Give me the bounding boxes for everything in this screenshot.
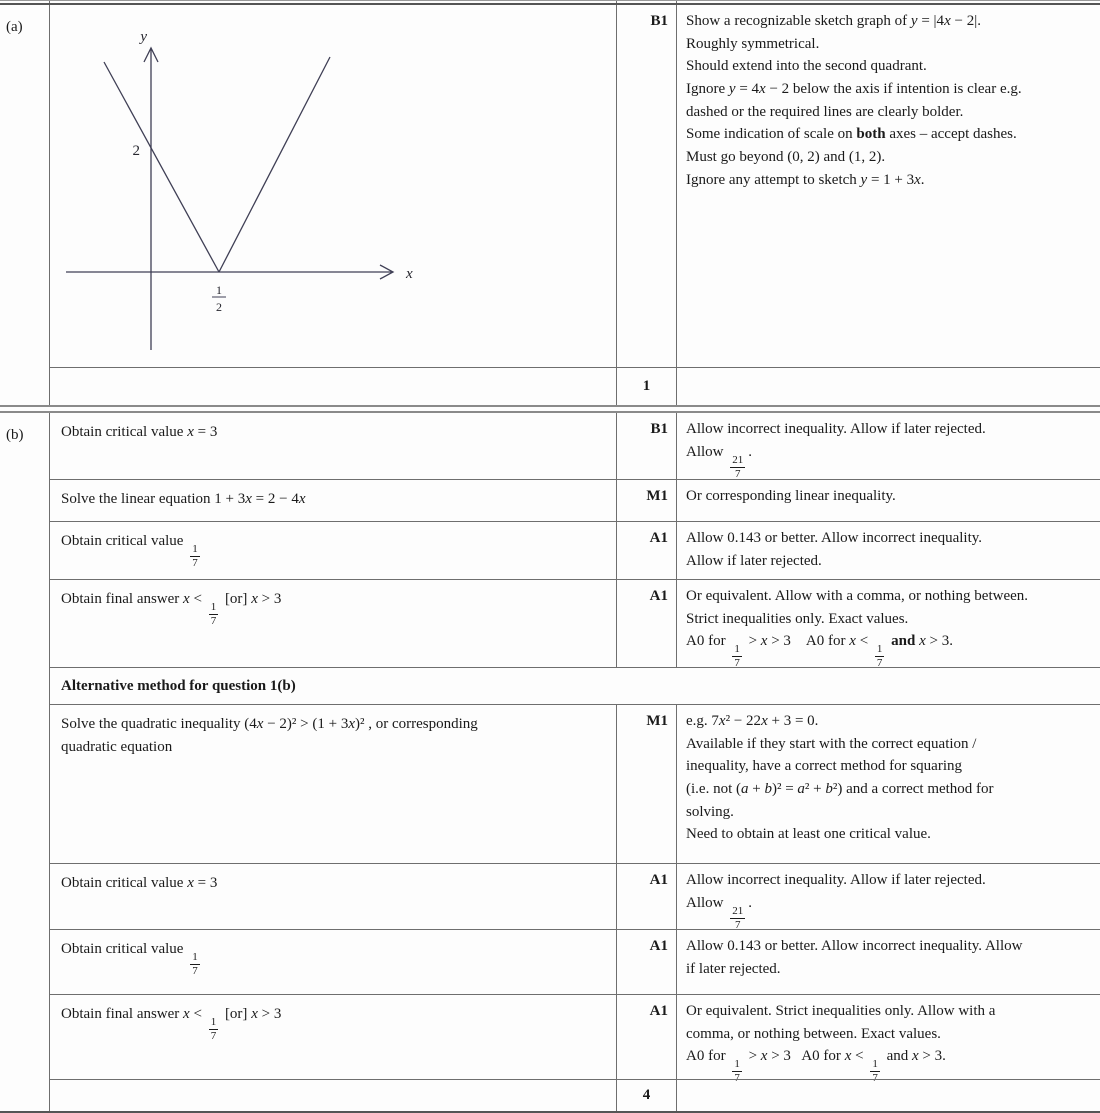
guidance-cell: Or corresponding linear inequality. [686,488,896,504]
part-b-row [50,521,1100,579]
guidance-cell: Allow incorrect inequality. Allow if later rejected. Allow $\frac{21}{7}$ . [686,872,986,931]
marks-total-cell: 4 [617,1080,677,1111]
column-divider-stub [616,1,617,3]
mark-cell: A1 [617,995,677,1079]
part-b-alt-row [50,994,1100,1085]
section-separator [0,405,1100,413]
vertex-label-denominator: 2 [216,300,222,314]
guidance-cell: e.g. 7x² − 22x + 3 = 0. Available if they start with the correct equation / inequality, have a correct method for squaring (i.e. not (a + b)² = a² + b²) and a correct method for solving. Need to obtain at least one critical value. [686,713,994,843]
function-sketch-graph [50,5,610,361]
alt-method-header-row [50,667,1100,704]
question-part-b-section [0,413,1100,1111]
part-b-label: (b) [6,427,24,443]
mark-cell: A1 [617,580,677,667]
part-b-row [50,479,1100,521]
alt-method-header: Alternative method for question 1(b) [61,678,296,694]
mark-cell: B1 [617,5,677,367]
part-b-total-row [50,1079,1100,1111]
mark-cell: A1 [617,930,677,994]
part-b-row [50,413,1100,479]
description-cell: Obtain critical value x = 3 [50,864,617,929]
description-cell: Solve the linear equation 1 + 3x = 2 − 4x [50,480,617,521]
part-b-alt-row [50,863,1100,929]
guidance-cell: Allow 0.143 or better. Allow incorrect inequality. Allow if later rejected. [686,938,1023,977]
guidance-cell: Or equivalent. Strict inequalities only. Allow with a comma, or nothing between. Exact values. A0 for $\frac{1}{7}$ > x > 3 A0 for x < $\frac{1}{7}$ and x > 3. [686,1003,996,1085]
description-cell [50,368,617,405]
part-a-answer-row [50,5,1100,367]
mark-cell: M1 [617,705,677,863]
description-cell: Obtain critical value x = 3 [50,413,617,479]
mark-cell: A1 [617,864,677,929]
mark-cell: A1 [617,522,677,579]
part-b-alt-row [50,929,1100,994]
part-label-cell [0,5,50,405]
description-cell [50,5,617,367]
description-cell: Solve the quadratic inequality (4x − 2)² > (1 + 3x)² , or corresponding quadratic equation [50,705,617,863]
y-axis-label: y [140,29,147,45]
guidance-cell: Allow incorrect inequality. Allow if later rejected. Allow $\frac{21}{7}$ . [686,421,986,480]
column-divider-stub [676,1,677,3]
graph-left-branch [104,62,219,272]
guidance-cell [677,1080,1100,1111]
mark-cell: M1 [617,480,677,521]
guidance-cell: Show a recognizable sketch graph of y = |4x − 2|. Roughly symmetrical. Should extend into the second quadrant. Ignore y = 4x − 2 below the axis if intention is clear e.g. dashed or the required lines are clearly bolder. Some indication of scale on both axes – accept dashes. Must go beyond (0, 2) and (1, 2). Ignore any attempt to sketch y = 1 + 3x. [686,13,1022,188]
part-b-alt-row [50,704,1100,863]
part-label-cell [0,413,50,1111]
column-divider-stub [49,1,50,3]
vertex-label-numerator: 1 [216,283,222,297]
description-cell: Obtain final answer x < $\frac{1}{7}$ [or] x > 3 [50,995,617,1079]
part-a-label: (a) [6,19,23,35]
description-cell: Obtain final answer x < $\frac{1}{7}$ [or] x > 3 [50,580,617,667]
description-cell: Obtain critical value $\frac{1}{7}$ [50,930,617,994]
description-cell: Obtain critical value $\frac{1}{7}$ [50,522,617,579]
guidance-cell: Or equivalent. Allow with a comma, or nothing between. Strict inequalities only. Exact values. A0 for $\frac{1}{7}$ > x > 3 A0 for x < $\frac{1}{7}$ and x > 3. [686,588,1029,670]
part-a-total-row [50,367,1100,405]
marks-total-cell: 1 [617,368,677,405]
part-b-row [50,579,1100,670]
guidance-cell: Allow 0.143 or better. Allow incorrect inequality. Allow if later rejected. [686,530,983,569]
description-cell [50,1080,617,1111]
x-axis-label: x [406,266,413,282]
mark-cell: B1 [617,413,677,479]
guidance-cell [677,368,1100,405]
y-intercept-label: 2 [132,143,140,159]
question-part-a-section [0,5,1100,405]
graph-right-branch [219,57,330,272]
